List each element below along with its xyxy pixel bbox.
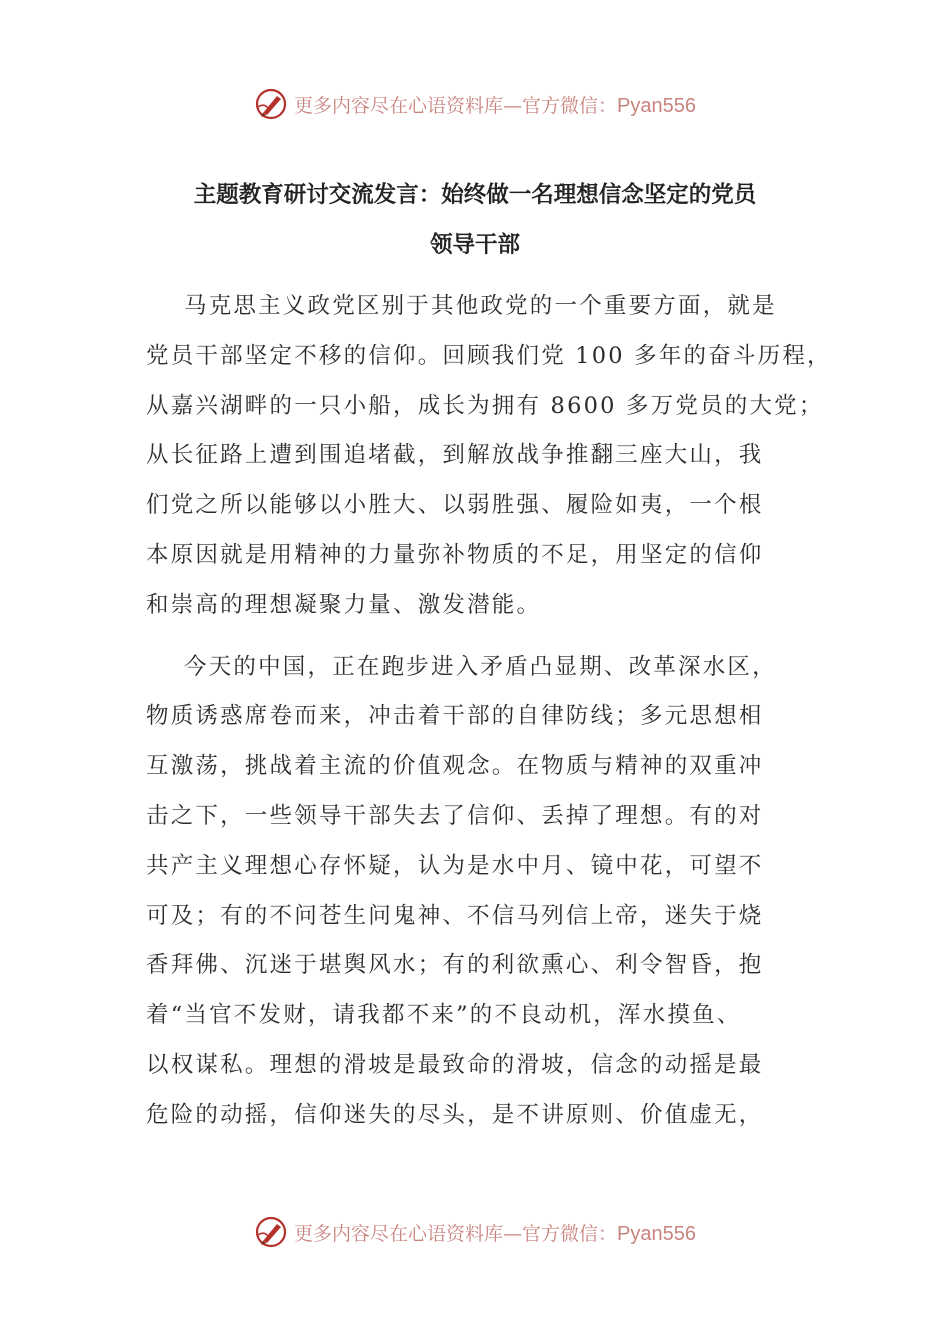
- paragraph-line: 共产主义理想心存怀疑，认为是水中月、镜中花，可望不: [146, 852, 764, 879]
- header-banner-text: [294, 91, 696, 118]
- paragraph-2: [146, 643, 810, 1141]
- footer-banner-text: [294, 1219, 696, 1246]
- document-title-line: 主题教育研讨交流发言：始终做一名理想信念坚定的党员: [193, 182, 757, 208]
- paragraph-line: 本原因就是用精神的力量弥补物质的不足，用坚定的信仰: [146, 541, 764, 568]
- paragraph-line: 从嘉兴湖畔的一只小船，成长为拥有 8600 多万党员的大党；: [146, 392, 824, 419]
- pen-logo-icon: [254, 87, 288, 121]
- header-banner-contact-label: 官方微信：: [522, 94, 618, 117]
- footer-banner-separator: —: [503, 1222, 523, 1245]
- paragraph-line: 着“当官不发财，请我都不来”的不良动机，浑水摸鱼、: [146, 1002, 742, 1029]
- paragraph-line: 今天的中国，正在跑步进入矛盾凸显期、改革深水区，: [184, 653, 777, 680]
- header-banner: [0, 84, 950, 124]
- footer-banner: [0, 1212, 950, 1252]
- paragraph-line: 击之下，一些领导干部失去了信仰、丢掉了理想。有的对: [146, 802, 764, 829]
- paragraph-line: 们党之所以能够以小胜大、以弱胜强、履险如夷，一个根: [146, 492, 764, 519]
- paragraph-1: [146, 282, 832, 631]
- paragraph-line: 香拜佛、沉迷于堪舆风水；有的利欲熏心、利令智昏，抱: [146, 952, 764, 979]
- paragraph-line: 物质诱惑席卷而来，冲击着干部的自律防线；多元思想相: [146, 703, 764, 730]
- header-banner-contact-id: Pyan556: [617, 94, 696, 117]
- paragraph-line: 马克思主义政党区别于其他政党的一个重要方面，就是: [184, 293, 777, 319]
- paragraph-line: 以权谋私。理想的滑坡是最致命的滑坡，信念的动摇是最: [146, 1051, 764, 1078]
- document-title-line: 领导干部: [429, 232, 520, 258]
- footer-banner-contact-label: 官方微信：: [522, 1222, 618, 1245]
- document-title: [130, 170, 820, 270]
- footer-banner-site: 更多内容尽在心语资料库: [294, 1222, 504, 1245]
- footer-banner-contact-id: Pyan556: [617, 1222, 696, 1245]
- paragraph-line: 党员干部坚定不移的信仰。回顾我们党 100 多年的奋斗历程，: [146, 342, 832, 369]
- paragraph-line: 互激荡，挑战着主流的价值观念。在物质与精神的双重冲: [146, 753, 764, 780]
- pen-logo-icon: [254, 1215, 288, 1249]
- header-banner-separator: —: [503, 94, 523, 117]
- paragraph-line: 危险的动摇，信仰迷失的尽头，是不讲原则、价值虚无，: [146, 1101, 764, 1128]
- paragraph-line: 可及；有的不问苍生问鬼神、不信马列信上帝，迷失于烧: [146, 902, 764, 929]
- paragraph-line: 从长征路上遭到围追堵截，到解放战争推翻三座大山，我: [146, 442, 764, 469]
- document-body: [146, 282, 832, 1141]
- header-banner-site: 更多内容尽在心语资料库: [294, 94, 504, 117]
- paragraph-line: 和崇高的理想凝聚力量、激发潜能。: [146, 591, 542, 618]
